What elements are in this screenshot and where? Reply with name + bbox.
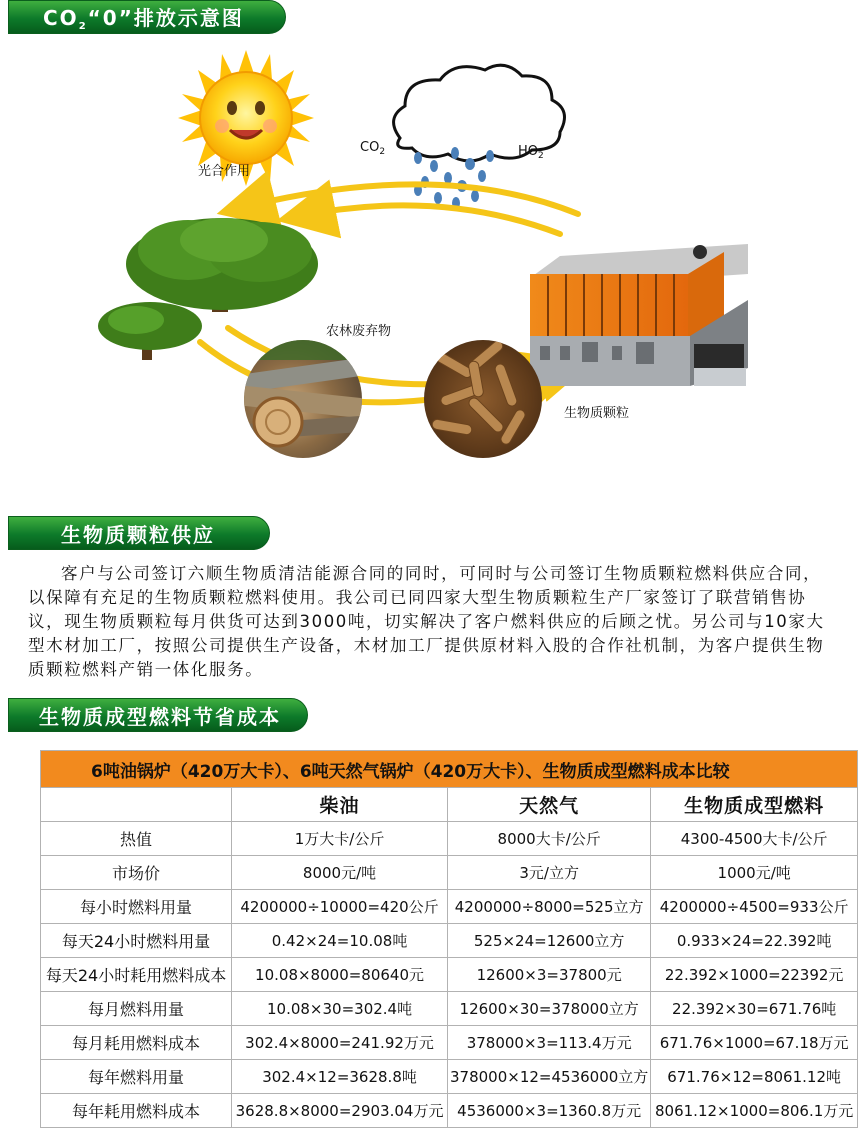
row-label: 热值 (41, 822, 232, 856)
cost-comparison-table (40, 750, 858, 1128)
table-cell: 4300-4500大卡/公斤 (651, 822, 858, 856)
pellets-label: 生物质颗粒 (564, 406, 630, 421)
photosynthesis-label: 光合作用 (198, 164, 251, 179)
table-cell: 12600×30=378000立方 (448, 992, 651, 1026)
boiler-icon (530, 244, 748, 386)
section-header-cost-saving (8, 698, 308, 732)
table-row (41, 992, 858, 1026)
table-cell: 378000×3=113.4万元 (448, 1026, 651, 1060)
table-cell: 302.4×12=3628.8吨 (232, 1060, 448, 1094)
table-cell: 3628.8×8000=2903.04万元 (232, 1094, 448, 1128)
table-cell: 4536000×3=1360.8万元 (448, 1094, 651, 1128)
waste-label: 农林废弃物 (326, 324, 392, 339)
table-cell: 22.392×1000=22392元 (651, 958, 858, 992)
table-cell: 4200000÷4500=933公斤 (651, 890, 858, 924)
table-row (41, 958, 858, 992)
co2-label: $CO_2$ (360, 140, 386, 157)
table-cell: 10.08×30=302.4吨 (232, 992, 448, 1026)
section-title-cost-saving: 生物质成型燃料节省成本 (39, 704, 281, 729)
pellet-supply-paragraph: 客户与公司签订六顺生物质清洁能源合同的同时，可同时与公司签订生物质颗粒燃料供应合同，以保障有充足的生物质颗粒燃料使用。我公司已同四家大型生物质颗粒生产厂家签订了联营销售协议，现生物质颗粒每月供货可达到3000吨，切实解决了客户燃料供应的后顾之忧。另公司与10家大型木材加工厂，按照公司提供生产设备，木材加工厂提供原材料入股的合作社机制，为客户提供生物质颗粒燃料产销一体化服务。 (28, 564, 825, 679)
table-row (41, 924, 858, 958)
table-cell: 302.4×8000=241.92万元 (232, 1026, 448, 1060)
table-title: 6吨油锅炉（420万大卡）、6吨天然气锅炉（420万大卡）、生物质成型燃料成本比较 (41, 751, 858, 788)
section-header-co2 (8, 0, 286, 34)
table-cell: 22.392×30=671.76吨 (651, 992, 858, 1026)
row-label: 每月燃料用量 (41, 992, 232, 1026)
cycle-illustration (0, 38, 865, 508)
row-label: 每月耗用燃料成本 (41, 1026, 232, 1060)
table-cell: 4200000÷10000=420公斤 (232, 890, 448, 924)
table-cell: 378000×12=4536000立方 (448, 1060, 651, 1094)
table-row (41, 856, 858, 890)
row-label: 每年耗用燃料成本 (41, 1094, 232, 1128)
table-row (41, 1026, 858, 1060)
table-cell: 8000元/吨 (232, 856, 448, 890)
row-label: 每年燃料用量 (41, 1060, 232, 1094)
biomass-pellets-image (424, 340, 542, 458)
co2-cycle-diagram (0, 38, 865, 508)
table-cell: 3元/立方 (448, 856, 651, 890)
column-header (41, 788, 232, 822)
table-row (41, 890, 858, 924)
column-header: 天然气 (448, 788, 651, 822)
ho2-label: $HO_2$ (518, 144, 544, 161)
table-cell: 671.76×1000=67.18万元 (651, 1026, 858, 1060)
table-row (41, 822, 858, 856)
column-header: 柴油 (232, 788, 448, 822)
column-header: 生物质成型燃料 (651, 788, 858, 822)
table-cell: 1万大卡/公斤 (232, 822, 448, 856)
row-label: 每天24小时燃料用量 (41, 924, 232, 958)
row-label: 每小时燃料用量 (41, 890, 232, 924)
table-cell: 671.76×12=8061.12吨 (651, 1060, 858, 1094)
table-row (41, 1094, 858, 1128)
table-cell: 525×24=12600立方 (448, 924, 651, 958)
table-cell: 4200000÷8000=525立方 (448, 890, 651, 924)
table-cell: 0.933×24=22.392吨 (651, 924, 858, 958)
table-cell: 8061.12×1000=806.1万元 (651, 1094, 858, 1128)
table-cell: 1000元/吨 (651, 856, 858, 890)
row-label: 每天24小时耗用燃料成本 (41, 958, 232, 992)
table-cell: 0.42×24=10.08吨 (232, 924, 448, 958)
section-title-co2: $CO_2“0$”排放示意图 (43, 6, 244, 32)
tree-icon (98, 218, 318, 360)
section-header-pellet-supply (8, 516, 270, 550)
section-title-pellet-supply: 生物质颗粒供应 (61, 522, 215, 547)
table-title-row (41, 751, 858, 788)
table-row (41, 1060, 858, 1094)
row-label: 市场价 (41, 856, 232, 890)
table-cell: 12600×3=37800元 (448, 958, 651, 992)
table-header-row (41, 788, 858, 822)
table-cell: 8000大卡/公斤 (448, 822, 651, 856)
table-cell: 10.08×8000=80640元 (232, 958, 448, 992)
wood-logs-image (244, 340, 362, 458)
